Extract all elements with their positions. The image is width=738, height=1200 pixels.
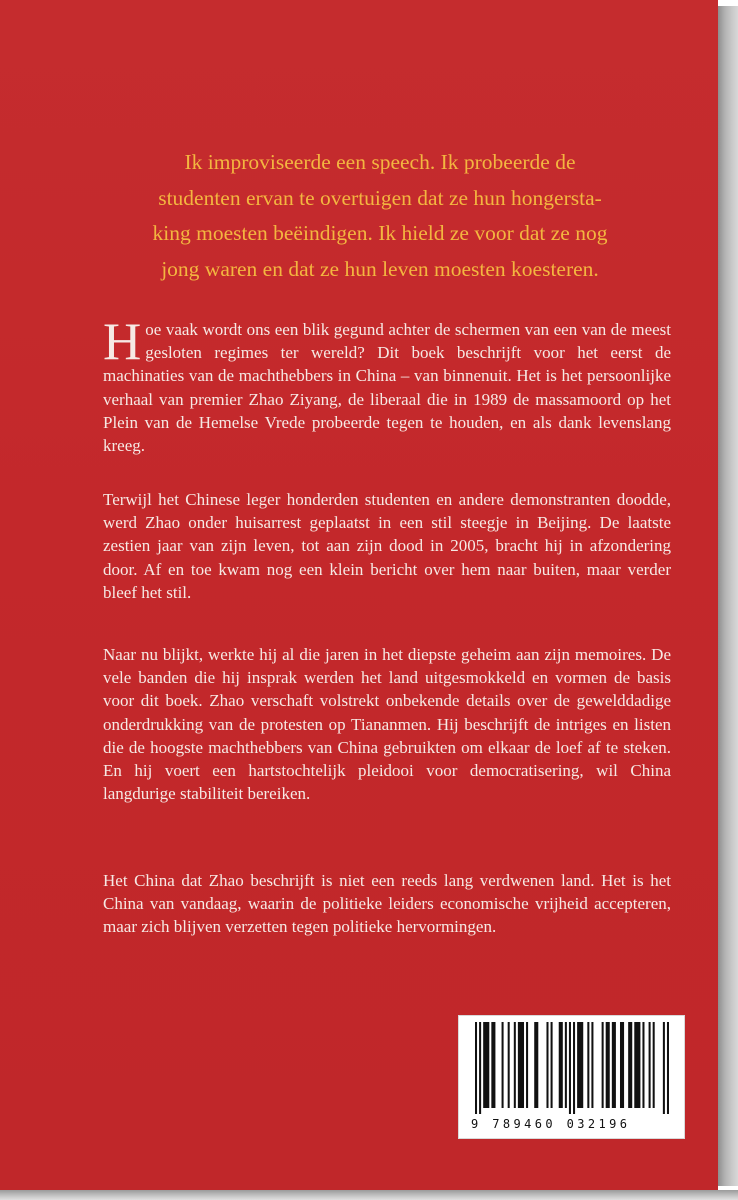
barcode-bar <box>565 1022 567 1108</box>
page-block-bottom <box>0 1190 738 1200</box>
barcode-bar <box>667 1022 669 1114</box>
barcode-bar <box>546 1022 548 1108</box>
blurb-paragraph-4: Het China dat Zhao beschrijft is niet een reeds lang verdwenen land. Het is het China van vandaag, waarin de politieke leiders economische vrijheid accepteren, maar zich blijven verzetten tegen politieke hervormingen. <box>103 871 671 937</box>
barcode-bar <box>612 1022 616 1108</box>
barcode-bar <box>649 1022 651 1108</box>
page-block-edge <box>718 6 738 1186</box>
barcode-bar <box>479 1022 481 1114</box>
barcode-bars <box>475 1022 669 1114</box>
barcode-bar <box>573 1022 575 1114</box>
barcode-bar <box>551 1022 553 1108</box>
barcode-bar <box>602 1022 604 1108</box>
quote-line: jong waren en dat ze hun leven moesten koesteren. <box>161 256 599 281</box>
barcode-bar <box>534 1022 538 1108</box>
barcode-bar <box>502 1022 504 1108</box>
barcode-bar <box>628 1022 632 1108</box>
barcode-bar <box>526 1022 528 1108</box>
barcode-bar <box>483 1022 489 1108</box>
blurb-paragraph-1 <box>103 313 671 457</box>
barcode-bar <box>569 1022 571 1114</box>
barcode-bar <box>591 1022 593 1108</box>
barcode-bar <box>518 1022 524 1108</box>
barcode-bar <box>606 1022 610 1108</box>
barcode-bar <box>587 1022 589 1108</box>
barcode-bar <box>620 1022 624 1108</box>
barcode-bar <box>577 1022 583 1108</box>
barcode-bar <box>642 1022 644 1108</box>
quote-line: king moesten beëindigen. Ik hield ze voor dat ze nog <box>152 221 608 245</box>
barcode-bar <box>508 1022 510 1108</box>
barcode-bar <box>634 1022 640 1108</box>
quote-line: Ik improviseerde een speech. Ik probeerde de <box>184 150 576 174</box>
barcode-bar <box>475 1022 477 1114</box>
barcode-bar <box>514 1022 516 1108</box>
blurb-paragraph-3: Naar nu blijkt, werkte hij al die jaren in het diepste geheim aan zijn memoires. De vele banden die hij insprak werden het land uitgesmokkeld en vormen de basis voor dit boek. Zhao verschaft volstrekt onbekende details over de gewelddadige onderdrukking van de protesten op Tiananmen. Hij beschrijft de intriges en listen die de hoogste machthebbers van China gebruikten om elkaar de loef af te steken. En hij voert een hartstochtelijk pleidooi voor democratisering, wil China langdurige stabiliteit bereiken. <box>103 645 671 804</box>
barcode-bar <box>663 1022 665 1114</box>
blurb-paragraph-2: Terwijl het Chinese leger honderden studenten en andere demonstranten doodde, werd Zhao onder huisarrest geplaatst in een stil steegje in Beijing. De laatste zestien jaar van zijn leven, tot aan zijn dood in 2005, bracht hij in afzondering door. Af en toe kwam nog een klein bericht over hem naar buiten, maar verder bleef het stil. <box>103 490 671 602</box>
quote-line: studenten ervan te overtuigen dat ze hun hongersta- <box>158 185 602 210</box>
isbn-barcode-sticker <box>459 1016 684 1138</box>
barcode-bar <box>559 1022 563 1108</box>
drop-cap-initial: H <box>103 313 142 371</box>
isbn-number: 9 789460 032196 <box>471 1117 631 1131</box>
cover-quote <box>120 145 640 287</box>
barcode-bar <box>491 1022 495 1108</box>
barcode-bar <box>653 1022 655 1108</box>
paragraph-1-text: oe vaak wordt ons een blik gegund achter de schermen van een van de meest gesloten regimes ter wereld? Dit boek beschrijft voor het eerst de machinaties van de machthebbers in China – van binnenuit. Het is het persoonlijke verhaal van premier Zhao Ziyang, de liberaal die in 1989 de massamoord op het Plein van de Hemelse Vrede probeerde tegen te houden, en als dank levenslang kreeg. <box>103 320 671 456</box>
